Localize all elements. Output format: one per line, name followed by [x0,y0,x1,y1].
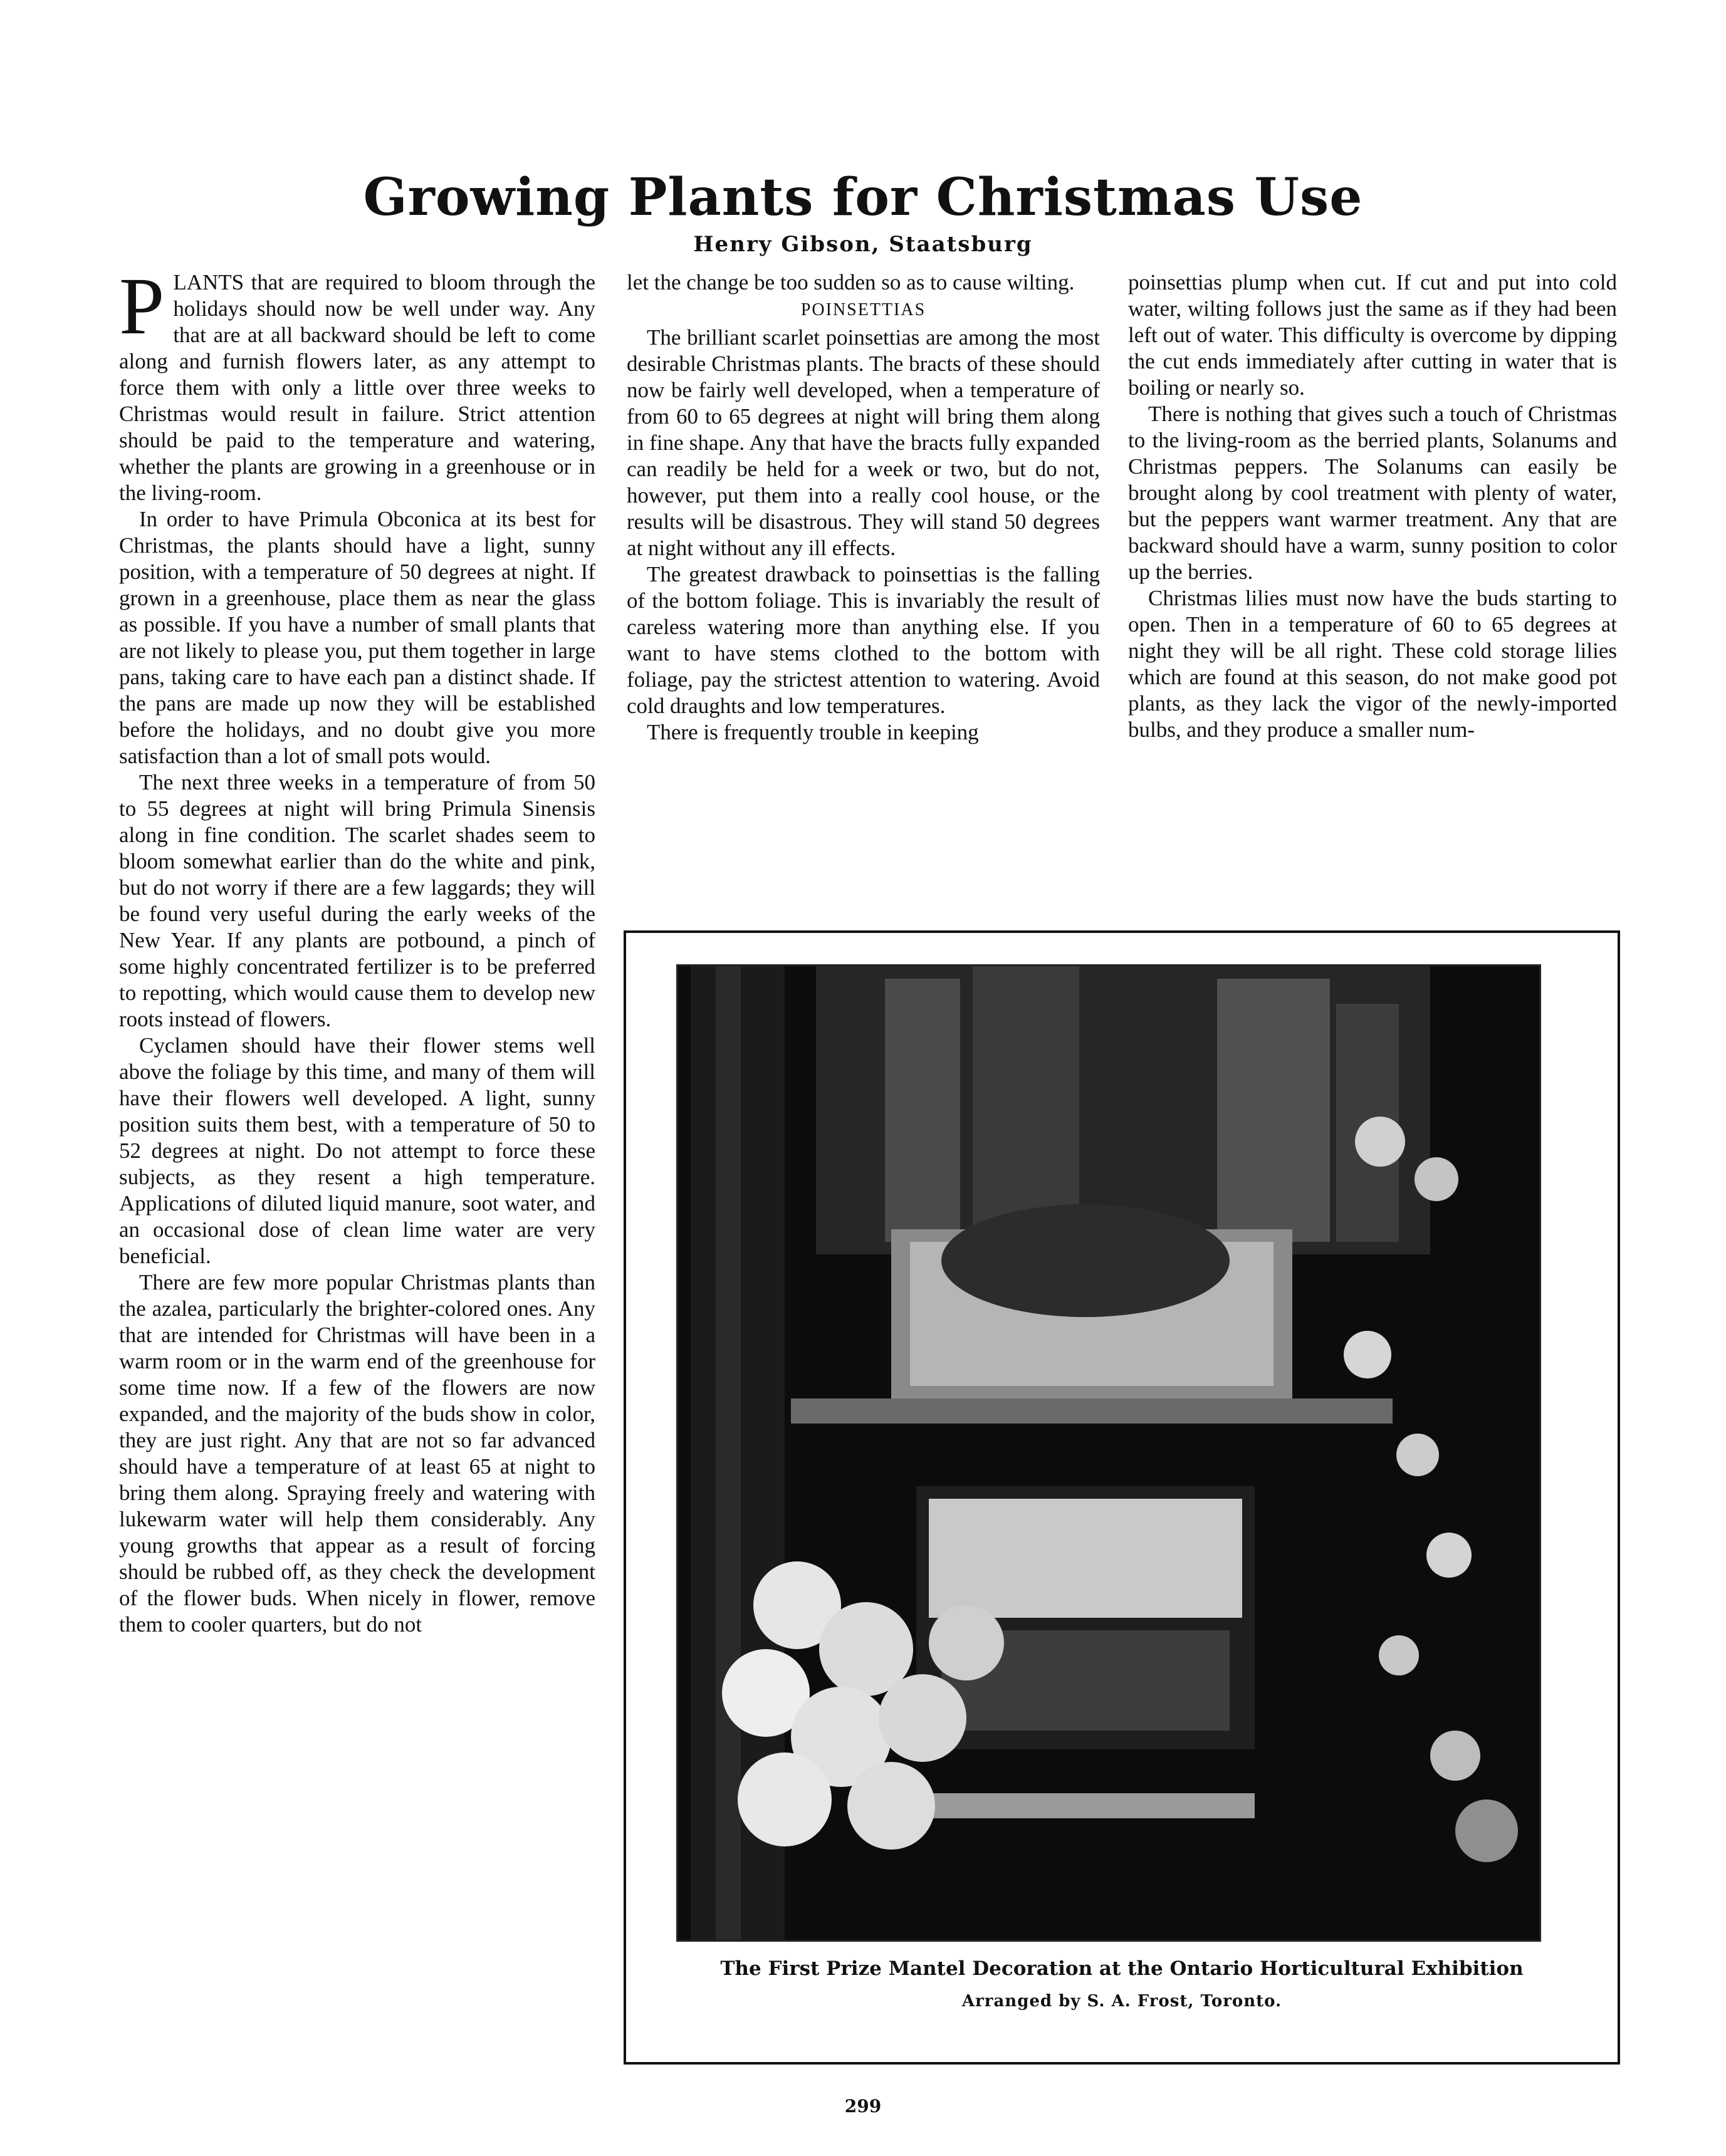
figure-credit: Arranged by S. A. Frost, Toronto. [961,1992,1282,2011]
paragraph: Christmas lilies must now have the buds starting to open. Then in a temperature of 60 to 65 degrees at night they will be all right. These cold storage lilies which are found at this season, do not make good pot plants, as they lack the vigor of the newly-imported bulbs, and they produce a smaller num- [1128,586,1617,742]
paragraph: let the change be too sudden so as to cause wilting. [627,270,1075,294]
page-number: 299 [844,2096,882,2117]
paragraph: poinsettias plump when cut. If cut and put into cold water, wilting follows just the same as if they had been left out of water. This difficulty is overcome by dipping the cut ends immediately after cutting in water that is boiling or nearly so. [1128,270,1617,400]
text-column-3 [1128,269,1617,921]
drop-cap: P [119,269,165,352]
paragraph: There are few more popular Christmas plants than the azalea, particularly the brighter-colored ones. Any that are intended for Christmas will have been in a warm room or in the warm end of the greenhouse for some time now. If a few of the flowers are now expanded, and the majority of the buds show in color, they are just right. Any that are not so far advanced should have a temperature of at least 65 at night to bring them along. Spraying freely and watering with lukewarm water will help them considerably. Any young growths that appear as a result of forcing should be rubbed off, as they check the development of the flower buds. When nicely in flower, remove them to cooler quarters, but do not [119,1270,595,1637]
paragraph: In order to have Primula Obconica at its best for Christmas, the plants should have a light, sunny position, with a temperature of 50 degrees at night. If grown in a greenhouse, place them as near the glass as possible. If you have a number of small plants that are not likely to please you, put them together in large pans, taking care to have each pan a distinct shade. If the pans are made up now they will be established before the holidays, and no doubt give you more satisfaction than a lot of small pots would. [119,507,595,768]
paragraph: There is nothing that gives such a touch of Christmas to the living-room as the berried plants, Solanums and Christmas peppers. The Solanums can easily be brought along by cool treatment with plenty of water, but the peppers want warmer treatment. Any that are backward should have a warm, sunny position to color up the berries. [1128,402,1617,584]
text-column-2 [627,269,1100,921]
paragraph: The greatest drawback to poinsettias is the falling of the bottom foliage. This is invariably the result of careless watering more than anything else. If you want to have stems clothed to the bottom with foliage, pay the strictest attention to watering. Avoid cold draughts and low temperatures. [627,562,1100,718]
paragraph: The brilliant scarlet poinsettias are among the most desirable Christmas plants. The bracts of these should now be fairly well developed, when a temperature of from 60 to 65 degrees at night will bring them along in fine shape. Any that have the bracts fully expanded can readily be held for a week or two, but do not, however, put them into a really cool house, or the results will be disastrous. They will stand 50 degrees at night without any ill effects. [627,325,1100,560]
article-title: Growing Plants for Christmas Use [363,167,1363,227]
paragraph: There is frequently trouble in keeping [647,720,979,744]
section-heading: POINSETTIAS [800,300,926,320]
text-column-1 [119,269,595,2074]
paragraph: PLANTS that are required to bloom through the holidays should now be well under way. Any that are at all backward should be left to come along and furnish flowers later, as any attempt to force them with only a little over three weeks to Christmas would result in failure. Strict attention should be paid to the temperature and watering, whether the plants are growing in a greenhouse or in the living-room. [119,269,595,505]
article-byline: Henry Gibson, Staatsburg [693,232,1033,257]
paragraph: The next three weeks in a temperature of from 50 to 55 degrees at night will bring Primula Sinensis along in fine condition. The scarlet shades seem to bloom somewhat earlier than do the white and pink, but do not worry if there are a few laggards; they will be found very useful during the early weeks of the New Year. If any plants are potbound, a pinch of some highly concentrated fertilizer is to be preferred to repotting, which would cause them to develop new roots instead of flowers. [119,770,595,1031]
paragraph: Cyclamen should have their flower stems well above the foliage by this time, and many of them will have their flowers well developed. A light, sunny position suits them best, with a temperature of 50 to 52 degrees at night. Do not attempt to force these subjects, as they resent a high temperature. Applications of diluted liquid manure, soot water, and an occasional dose of clean lime water are very beneficial. [119,1033,595,1268]
figure-caption: The First Prize Mantel Decoration at the Ontario Horticultural Exhibition [720,1957,1524,1980]
figure-frame [624,930,1620,2065]
mantel-photograph [676,964,1541,1942]
photo-illustration [678,966,1539,1940]
